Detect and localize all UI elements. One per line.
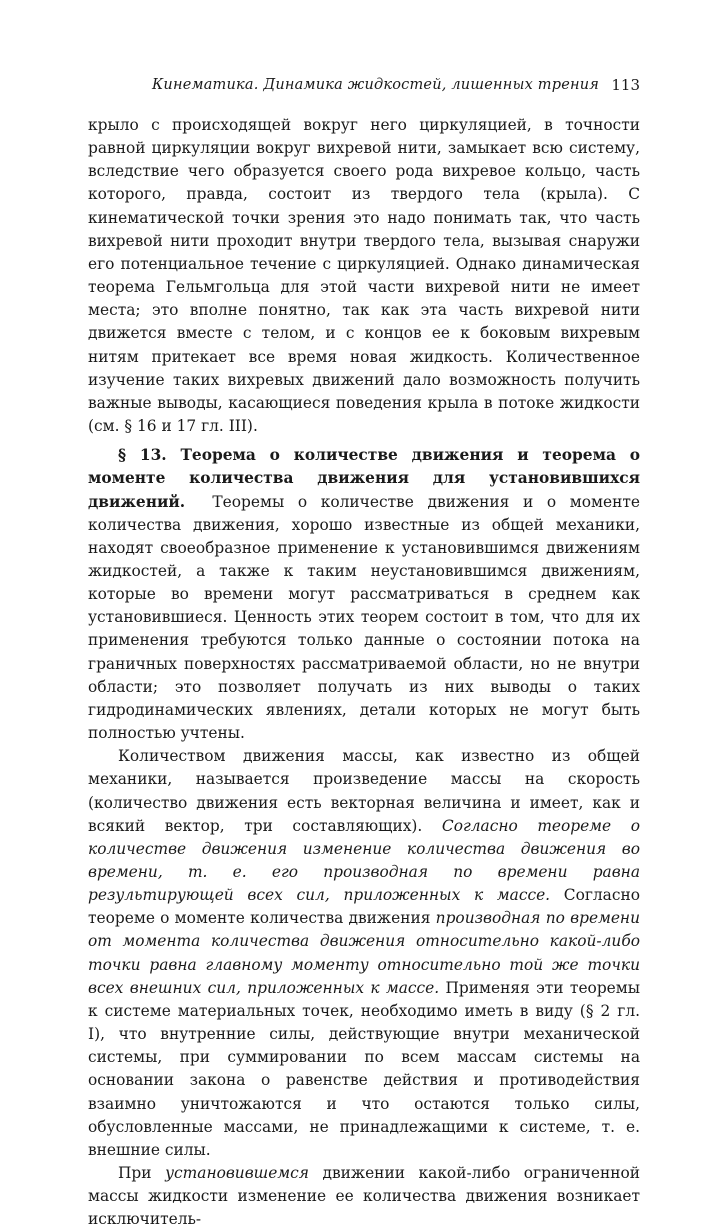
section-13-text: Теоремы о количестве движения и о моменте количества движения, хорошо известные из общей механики, находят своеобразное применение к установившимся движениям жидкостей, а также к таким неустановившимся движениям, которые во времени могут рассматриваться в среднем как установившиеся. Ценность этих теорем состоит в том, что для их применения требуются только данные о состоянии потока на граничных поверхностях рассматриваемой области, но не внутри области; это позволяет получать из них выводы о таких гидродинамических явлениях, детали которых не могут быть полностью учтены. [88, 492, 640, 743]
paragraph-momentum-theorems [88, 745, 640, 1162]
section-heading: § 13. Теорема о количестве движения и теорема о моменте количества движения для установившихся движений. [88, 446, 640, 511]
running-title: Кинематика. Динамика жидкостей, лишенных трения [152, 77, 600, 93]
book-page [88, 72, 640, 1232]
paragraph-section-13 [88, 444, 640, 745]
momentum-theorem-statement: Согласно теореме о количестве движения изменение количества движения во времени, т. е. его производная по времени равна результирующей всех сил, приложенных к массе. [88, 816, 640, 905]
running-head [88, 72, 640, 98]
momentum-text-3: Применяя эти теоремы к системе материальных точек, необходимо иметь в виду (§ 2 гл. I), что внутренние силы, действующие внутри механической системы, при суммировании по всем массам системы на основании закона о равенстве действия и противодействия взаимно уничтожаются и что остаются только силы, обусловленные массами, не принадлежащими к системе, т. е. внешние силы. [88, 978, 640, 1159]
momentum-text-2: Согласно теореме о моменте количества движения [88, 886, 640, 928]
paragraph-steady-motion [88, 1162, 640, 1231]
body-text [88, 114, 640, 1232]
steady-emphasis: установившемся [165, 1164, 309, 1183]
steady-text-1: При [118, 1164, 152, 1183]
page-number: 113 [611, 76, 640, 94]
angular-momentum-theorem-statement: производная по времени от момента количества движения относительно какой-либо точки равна главному моменту относительно той же точки всех внешних сил, приложенных к массе. [88, 909, 640, 997]
paragraph-vortex-wing: крыло с происходящей вокруг него циркуляцией, в точности равной циркуляции вокруг вихревой нити, замыкает всю систему, вследствие чего образуется своего рода вихревое кольцо, часть которого, правда, состоит из твердого тела (крыла). С кинематической точки зрения это надо понимать так, что часть вихревой нити проходит внутри твердого тела, вызывая снаружи его потенциальное течение с циркуляцией. Однако динамическая теорема Гельмгольца для этой части вихревой нити не имеет места; это вполне понятно, так как эта часть вихревой нити движется вместе с телом, и с концов ее к боковым вихревым нитям притекает все время новая жидкость. Количественное изучение таких вихревых движений дало возможность получить важные выводы, касающиеся поведения крыла в потоке жидкости (см. § 16 и 17 гл. III). [88, 116, 640, 436]
steady-text-2: движении какой-либо ограниченной массы жидкости изменение ее количества движения возникает исключитель- [88, 1164, 640, 1229]
momentum-text-1: Количеством движения массы, как известно из общей механики, называется произведение массы на скорость (количество движения есть векторная величина и имеет, как и всякий вектор, три составляющих). [88, 747, 640, 835]
